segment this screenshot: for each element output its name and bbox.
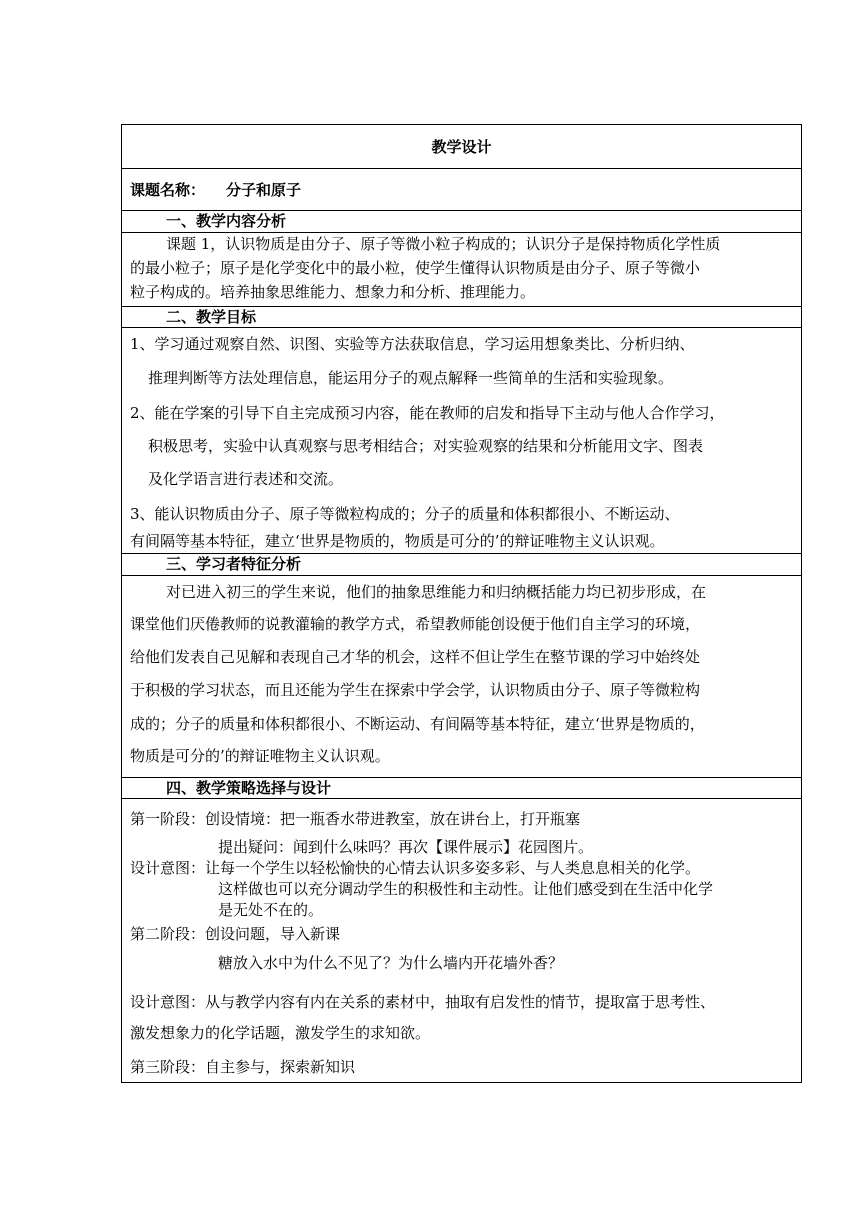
s4-line: 第三阶段：自主参与，探索新知识 [130,1058,356,1076]
lesson-plan-table [121,124,802,1083]
s2-line: 积极思考，实验中认真观察与思考相结合；对实验观察的结果和分析能用文字、图表 [148,437,704,455]
s3-line: 对已进入初三的学生来说，他们的抽象思维能力和归纳概括能力均已初步形成，在 [166,583,707,601]
s3-line: 成的；分子的质量和体积都很小、不断运动、有间隔等基本特征，建立‘世界是物质的， [130,715,705,733]
s4-line: 是无处不在的。 [218,901,324,919]
title-row [122,125,801,168]
s2-line: 3、能认识物质由分子、原子等微粒构成的；分子的质量和体积都很小、不断运动、 [130,505,680,523]
topic-row [122,168,801,210]
section-4-heading-row [122,777,801,798]
document-title: 教学设计 [431,138,492,156]
s1-line: 的最小粒子；原子是化学变化中的最小粒，使学生懂得认识物质是由分子、原子等微小 [130,259,701,277]
section-2-heading: 二、教学目标 [166,308,257,326]
s2-line: 及化学语言进行表述和交流。 [148,470,344,488]
s4-line: 设计意图：让每一个学生以轻松愉快的心情去认识多姿多彩、与人类息息相关的化学。 [130,859,701,877]
section-3-heading-row [122,553,801,575]
section-2-heading-row [122,306,801,327]
section-1-heading: 一、教学内容分析 [166,212,287,230]
s1-line: 课题 1，认识物质是由分子、原子等微小粒子构成的；认识分子是保持物质化学性质 [166,235,721,253]
section-4-heading: 四、教学策略选择与设计 [166,779,332,797]
s4-line: 这样做也可以充分调动学生的积极性和主动性。让他们感受到在生活中化学 [218,880,714,898]
section-1-heading-row [122,210,801,232]
section-3-heading: 三、学习者特征分析 [166,555,302,573]
s1-line: 粒子构成的。培养抽象思维能力、想象力和分析、推理能力。 [130,283,536,301]
s4-line: 第二阶段：创设问题，导入新课 [130,925,341,943]
section-4-body [122,798,801,1082]
s3-line: 于积极的学习状态，而且还能为学生在探索中学会学，认识物质由分子、原子等微粒构 [130,681,701,699]
s4-line: 提出疑问：闻到什么味吗？再次【课件展示】花园图片。 [218,838,594,856]
s4-line: 激发想象力的化学话题，激发学生的求知欲。 [130,1024,431,1042]
s4-line: 第一阶段：创设情境：把一瓶香水带进教室，放在讲台上，打开瓶塞 [130,810,581,828]
section-1-body [122,232,801,306]
s3-line: 物质是可分的’的辩证唯物主义认识观。 [130,747,390,765]
s2-line: 2、能在学案的引导下自主完成预习内容，能在教师的启发和指导下主动与他人合作学习， [130,404,725,422]
s2-line: 有间隔等基本特征，建立‘世界是物质的，物质是可分的’的辩证唯物主义认识观。 [130,532,665,550]
s2-line: 推理判断等方法处理信息，能运用分子的观点解释一些简单的生活和实验现象。 [148,369,674,387]
topic-label: 课题名称： [130,181,206,199]
s3-line: 给他们发表自己见解和表现自己才华的机会，这样不但让学生在整节课的学习中始终处 [130,648,701,666]
s3-line: 课堂他们厌倦教师的说教灌输的教学方式，希望教师能创设便于他们自主学习的环境， [130,615,701,633]
s2-line: 1、学习通过观察自然、识图、实验等方法获取信息，学习运用想象类比、分析归纳、 [130,335,695,353]
s4-line: 设计意图：从与教学内容有内在关系的素材中，抽取有启发性的情节，提取富于思考性、 [130,993,716,1011]
s4-line: 糖放入水中为什么不见了？为什么墙内开花墙外香？ [218,954,564,972]
section-3-body [122,575,801,777]
section-2-body [122,327,801,553]
topic-value: 分子和原子 [226,181,302,199]
